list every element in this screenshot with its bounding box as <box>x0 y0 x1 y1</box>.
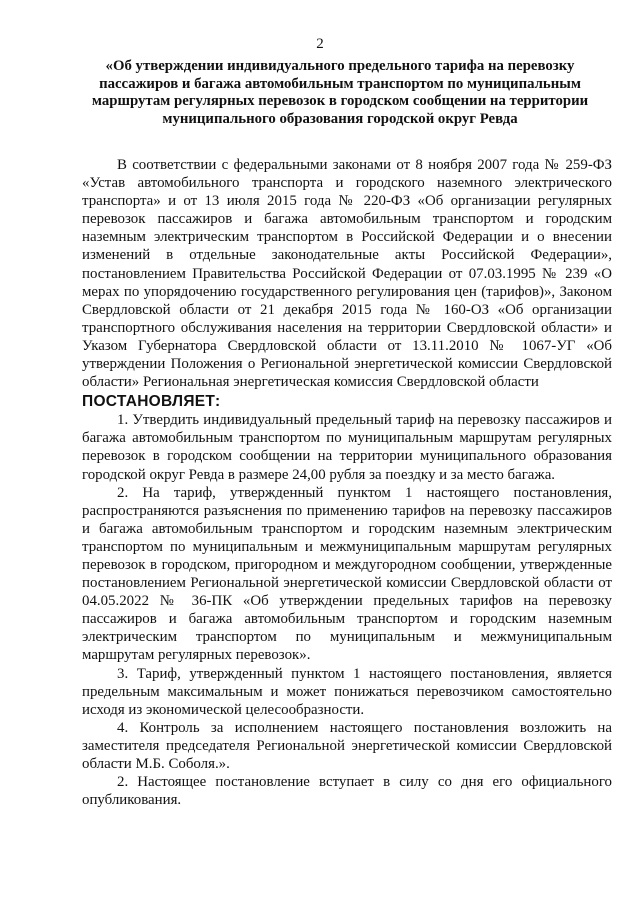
page-number: 2 <box>316 36 324 52</box>
document-title: «Об утверждении индивидуального предельного тарифа на перевозку пассажиров и багажа автомобильным транспортом по муниципальным маршрутам регулярных перевозок в городском сообщении на территории муниципального образования городской округ Ревда <box>91 58 589 127</box>
document-body <box>82 156 612 809</box>
resolve-heading: ПОСТАНОВЛЯЕТ: <box>82 393 221 411</box>
item-1-paragraph: 1. Утвердить индивидуальный предельный тариф на перевозку пассажиров и багажа автомобильным транспортом по муниципальным маршрутам регулярных перевозок в городском сообщении на территории муниципального образования городской округ Ревда в размере 24,00 рубля за поездку и за место багажа. <box>82 412 612 483</box>
effective-date-paragraph: 2. Настоящее постановление вступает в силу со дня его официального опубликования. <box>82 774 612 809</box>
item-2-paragraph: 2. На тариф, утвержденный пунктом 1 настоящего постановления, распространяются разъяснения по применению тарифов на перевозку пассажиров и багажа автомобильным транспортом и городским наземным электрическим транспортом по муниципальным и межмуниципальным маршрутам регулярных перевозок в городском, пригородном и междугородном сообщении, утвержденные постановлением Региональной энергетической комиссии Свердловской области от 04.05.2022 № 36-ПК «Об утверждении предельных тарифов на перевозку пассажиров и багажа автомобильным транспортом и городским наземным электрическим транспортом по муниципальным и межмуниципальным маршрутам регулярных перевозок». <box>82 484 612 664</box>
item-4-paragraph: 4. Контроль за исполнением настоящего постановления возложить на заместителя председателя Региональной энергетической комиссии Свердловской области М.Б. Соболя.». <box>82 719 612 772</box>
preamble-paragraph: В соответствии с федеральными законами от 8 ноября 2007 года № 259-ФЗ «Устав автомобильного транспорта и городского наземного электрического транспорта» и от 13 июля 2015 года № 220-ФЗ «Об организации регулярных перевозок пассажиров и багажа автомобильным транспортом и городским наземным электрическим транспортом в Российской Федерации и о внесении изменений в отдельные законодательные акты Российской Федерации», постановлением Правительства Российской Федерации от 07.03.1995 № 239 «О мерах по упорядочению государственного регулирования цен (тарифов)», Законом Свердловской области от 21 декабря 2015 года № 160-ОЗ «Об организации транспортного обслуживания населения на территории Свердловской области» и Указом Губернатора Свердловской области от 13.11.2010 № 1067-УГ «Об утверждении Положения о Региональной энергетической комиссии Свердловской области» Региональная энергетическая комиссия Свердловской области <box>82 157 612 391</box>
item-3-paragraph: 3. Тариф, утвержденный пунктом 1 настоящего постановления, является предельным максимальным и может понижаться перевозчиком самостоятельно исходя из экономической целесообразности. <box>82 665 612 718</box>
